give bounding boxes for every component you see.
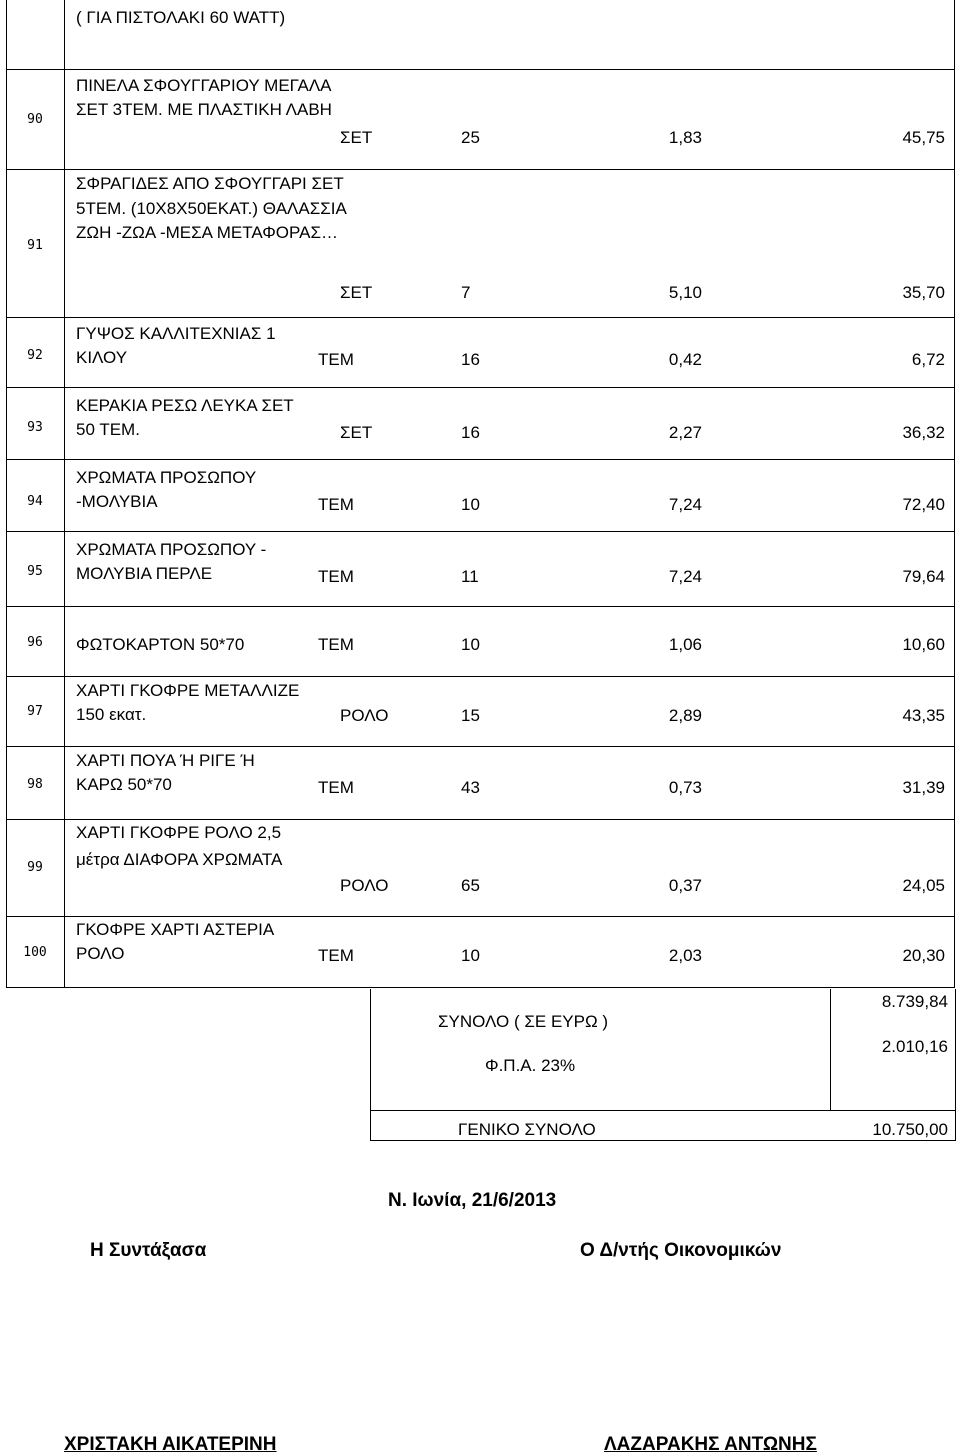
- table-row: [6, 170, 955, 318]
- table-row: [6, 460, 955, 532]
- compiler-title: Η Συντάξασα: [90, 1240, 207, 1261]
- item-description: ΓΥΨΟΣ ΚΑΛΛΙΤΕΧΝΙΑΣ 1 ΚΙΛΟΥ: [76, 324, 276, 367]
- item-unit-price: 1,06: [668, 635, 702, 654]
- item-quantity: 16: [461, 350, 480, 369]
- item-unit: ΡΟΛΟ: [340, 876, 389, 895]
- table-row: [6, 318, 955, 388]
- row-number: 92: [27, 348, 43, 363]
- item-description: ΧΑΡΤΙ ΠΟΥΑ Ή ΡΙΓΕ Ή ΚΑΡΩ 50*70: [76, 751, 255, 794]
- item-description: ΧΑΡΤΙ ΓΚΟΦΡΕ ΜΕΤΑΛΛΙΖΕ 150 εκατ.: [76, 681, 300, 724]
- row-number: 90: [27, 112, 43, 127]
- item-quantity: 10: [461, 495, 480, 514]
- item-unit-price: 2,03: [668, 946, 702, 965]
- table-row: [6, 388, 955, 460]
- item-unit-price: 1,83: [668, 128, 702, 147]
- item-unit-price: 5,10: [668, 283, 702, 302]
- item-unit: ΤΕΜ: [318, 567, 354, 586]
- item-unit-price: 7,24: [668, 567, 702, 586]
- item-unit: ΤΕΜ: [318, 778, 354, 797]
- table-row: [6, 820, 955, 917]
- vat-value: 2.010,16: [881, 1037, 948, 1056]
- item-total: 6,72: [911, 350, 945, 369]
- item-description: ΠΙΝΕΛΑ ΣΦΟΥΓΓΑΡΙΟΥ ΜΕΓΑΛΑ ΣΕΤ 3ΤΕΜ. ΜΕ ΠΛΑΣΤΙΚΗ ΛΑΒΗ: [76, 76, 332, 119]
- table-row: [6, 607, 955, 677]
- summary-column-separator: [830, 989, 831, 1110]
- item-unit-price: 0,73: [668, 778, 702, 797]
- subtotal-value: 8.739,84: [881, 992, 948, 1011]
- item-unit: ΣΕΤ: [340, 128, 373, 147]
- item-unit: ΤΕΜ: [318, 946, 354, 965]
- item-description: ΓΚΟΦΡΕ ΧΑΡΤΙ ΑΣΤΕΡΙΑ ΡΟΛΟ: [76, 920, 274, 963]
- item-total: 45,75: [902, 128, 945, 147]
- item-description: ΧΡΩΜΑΤΑ ΠΡΟΣΩΠΟΥ - ΜΟΛΥΒΙΑ ΠΕΡΛΕ: [76, 540, 267, 583]
- item-total: 24,05: [902, 876, 945, 895]
- item-unit: ΣΕΤ: [340, 283, 373, 302]
- table-row: [6, 677, 955, 747]
- item-total: 36,32: [902, 423, 945, 442]
- table-row: [6, 747, 955, 820]
- summary-divider: [370, 1110, 956, 1111]
- item-quantity: 25: [461, 128, 480, 147]
- item-description: ΧΡΩΜΑΤΑ ΠΡΟΣΩΠΟΥ -ΜΟΛΥΒΙΑ: [76, 468, 256, 511]
- item-quantity: 65: [461, 876, 480, 895]
- row-number: 97: [27, 704, 43, 719]
- item-unit-price: 7,24: [668, 495, 702, 514]
- item-quantity: 10: [461, 946, 480, 965]
- row-number: 91: [27, 238, 43, 253]
- item-unit: ΤΕΜ: [318, 350, 354, 369]
- item-quantity: 10: [461, 635, 480, 654]
- item-total: 35,70: [902, 283, 945, 302]
- table-row: [6, 70, 955, 170]
- row-number: 94: [27, 494, 43, 509]
- item-unit-price: 2,89: [668, 706, 702, 725]
- item-total: 43,35: [902, 706, 945, 725]
- subtotal-label: ΣΥΝΟΛΟ ( ΣΕ ΕΥΡΩ ): [438, 1012, 609, 1031]
- item-unit: ΣΕΤ: [340, 423, 373, 442]
- item-total: 10,60: [902, 635, 945, 654]
- row-number: 96: [27, 635, 43, 650]
- item-unit-price: 2,27: [668, 423, 702, 442]
- item-total: 72,40: [902, 495, 945, 514]
- item-quantity: 43: [461, 778, 480, 797]
- vat-label: Φ.Π.Α. 23%: [485, 1056, 576, 1075]
- row-number: 98: [27, 777, 43, 792]
- row-number: 93: [27, 420, 43, 435]
- item-total: 20,30: [902, 946, 945, 965]
- compiler-name: ΧΡΙΣΤΑΚΗ ΑΙΚΑΤΕΡΙΝΗ: [64, 1434, 277, 1455]
- table-row-fragment: [6, 0, 955, 70]
- item-description: ΧΑΡΤΙ ΓΚΟΦΡΕ ΡΟΛΟ 2,5 μέτρα ΔΙΑΦΟΡΑ ΧΡΩΜΑΤΑ: [76, 823, 283, 869]
- row-number: 99: [27, 860, 43, 875]
- item-description: ΦΩΤΟΚΑΡΤΟΝ 50*70: [76, 635, 245, 654]
- place-date: Ν. Ιωνία, 21/6/2013: [388, 1190, 557, 1211]
- item-unit: ΡΟΛΟ: [340, 706, 389, 725]
- item-unit-price: 0,37: [668, 876, 702, 895]
- grand-total-value: 10.750,00: [872, 1120, 948, 1139]
- item-unit: ΤΕΜ: [318, 495, 354, 514]
- item-total: 31,39: [902, 778, 945, 797]
- item-total: 79,64: [902, 567, 945, 586]
- table-row: [6, 917, 955, 988]
- item-unit-price: 0,42: [668, 350, 702, 369]
- item-quantity: 16: [461, 423, 480, 442]
- grand-total-label: ΓΕΝΙΚΟ ΣΥΝΟΛΟ: [458, 1120, 596, 1139]
- row-number: 100: [23, 945, 47, 960]
- row-number: 95: [27, 564, 43, 579]
- item-description: ( ΓΙΑ ΠΙΣΤΟΛΑΚΙ 60 WATT): [76, 8, 286, 27]
- item-description: ΣΦΡΑΓΙΔΕΣ ΑΠΟ ΣΦΟΥΓΓΑΡΙ ΣΕΤ 5ΤΕΜ. (10Χ8Χ50ΕΚΑΤ.) ΘΑΛΑΣΣΙΑ ΖΩΗ -ΖΩΑ -ΜΕΣΑ ΜΕΤΑΦΟΡΑΣ…: [76, 174, 346, 242]
- director-title: Ο Δ/ντής Οικονομικών: [580, 1240, 782, 1261]
- item-description: ΚΕΡΑΚΙΑ ΡΕΣΩ ΛΕΥΚΑ ΣΕΤ 50 ΤΕΜ.: [76, 396, 294, 439]
- item-quantity: 11: [461, 567, 479, 586]
- item-unit: ΤΕΜ: [318, 635, 354, 654]
- item-quantity: 7: [461, 283, 471, 302]
- director-name: ΛΑΖΑΡΑΚΗΣ ΑΝΤΩΝΗΣ: [604, 1434, 817, 1455]
- item-quantity: 15: [461, 706, 480, 725]
- table-row: [6, 532, 955, 607]
